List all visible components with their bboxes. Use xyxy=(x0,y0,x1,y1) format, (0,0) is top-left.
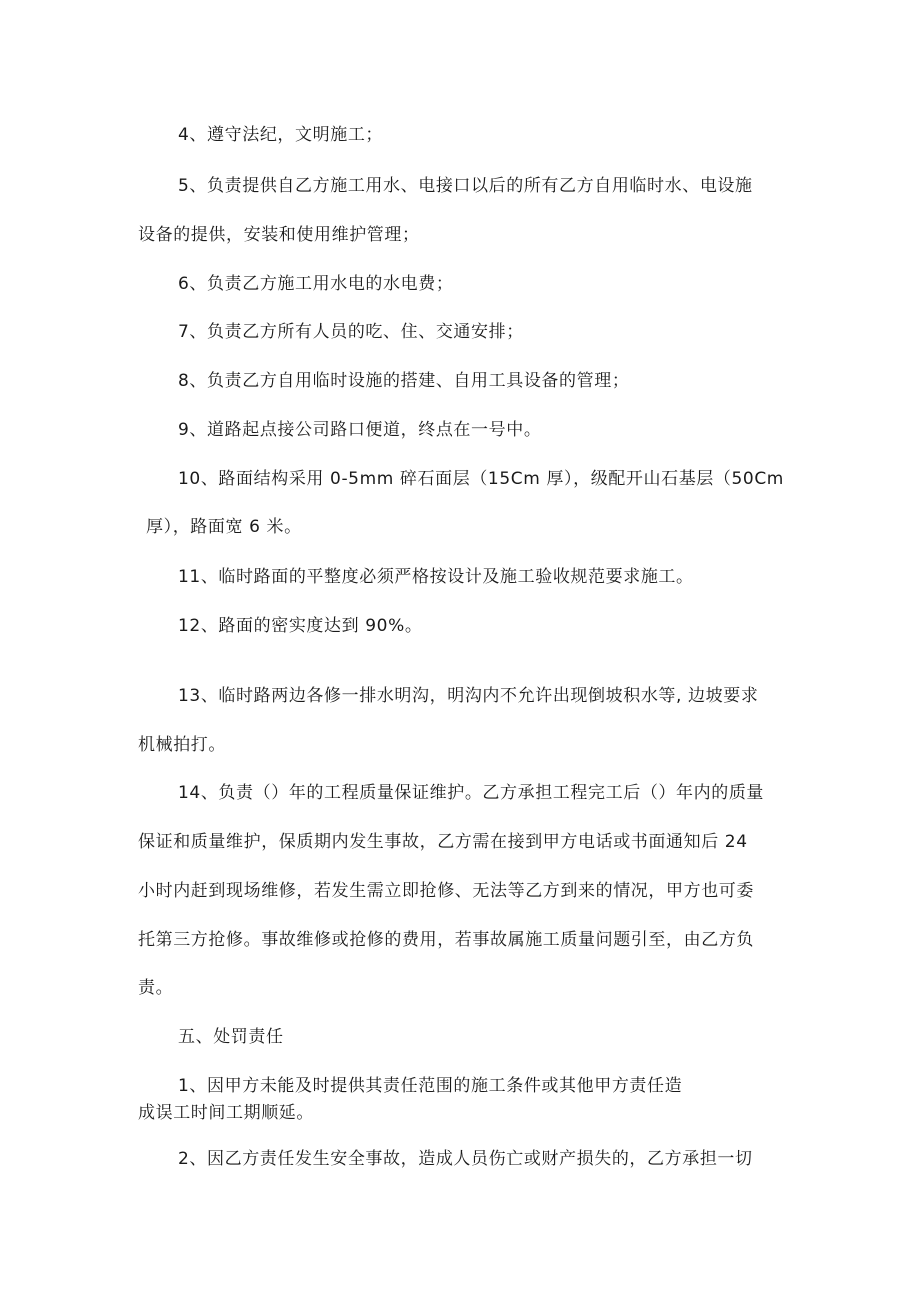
penalty-2-line-1: 2、因乙方责任发生安全事故，造成人员伤亡或财产损失的，乙方承担一切 xyxy=(178,1149,753,1169)
clause-8: 8、负责乙方自用临时设施的搭建、自用工具设备的管理； xyxy=(178,371,630,391)
clause-7: 7、负责乙方所有人员的吃、住、交通安排； xyxy=(178,322,524,342)
clause-4: 4、遵守法纪，文明施工； xyxy=(178,125,384,145)
clause-10-line-1: 10、路面结构采用 0-5mm 碎石面层（15Cm 厚），级配开山石基层（50Cm xyxy=(178,469,784,489)
clause-14-line-5: 责。 xyxy=(138,978,174,998)
clause-11: 11、临时路面的平整度必须严格按设计及施工验收规范要求施工。 xyxy=(178,567,694,587)
penalty-1-line-2: 成误工时间工期顺延。 xyxy=(138,1103,314,1123)
clause-13-line-2: 机械拍打。 xyxy=(138,735,226,755)
penalty-1-line-1: 1、因甲方未能及时提供其责任范围的施工条件或其他甲方责任造 xyxy=(178,1076,683,1096)
clause-14-line-1: 14、负责（）年的工程质量保证维护。乙方承担工程完工后（）年内的质量 xyxy=(178,783,765,803)
section-heading-5: 五、处罚责任 xyxy=(178,1027,284,1047)
clause-5-line-1: 5、负责提供自乙方施工用水、电接口以后的所有乙方自用临时水、电设施 xyxy=(178,176,753,196)
clause-14-line-3: 小时内赶到现场维修，若发生需立即抢修、无法等乙方到来的情况，甲方也可委 xyxy=(138,881,754,901)
clause-13-line-1: 13、临时路两边各修一排水明沟，明沟内不允许出现倒坡积水等, 边坡要求 xyxy=(178,686,759,706)
clause-10-line-2: 厚），路面宽 6 米。 xyxy=(146,517,302,537)
clause-12: 12、路面的密实度达到 90%。 xyxy=(178,616,423,636)
clause-5-line-2: 设备的提供，安装和使用维护管理； xyxy=(138,225,420,245)
clause-14-line-2: 保证和质量维护，保质期内发生事故，乙方需在接到甲方电话或书面通知后 24 xyxy=(138,832,748,852)
clause-14-line-4: 托第三方抢修。事故维修或抢修的费用，若事故属施工质量问题引至，由乙方负 xyxy=(138,930,754,950)
clause-6: 6、负责乙方施工用水电的水电费； xyxy=(178,274,454,294)
clause-9: 9、道路起点接公司路口便道，终点在一号中。 xyxy=(178,420,542,440)
